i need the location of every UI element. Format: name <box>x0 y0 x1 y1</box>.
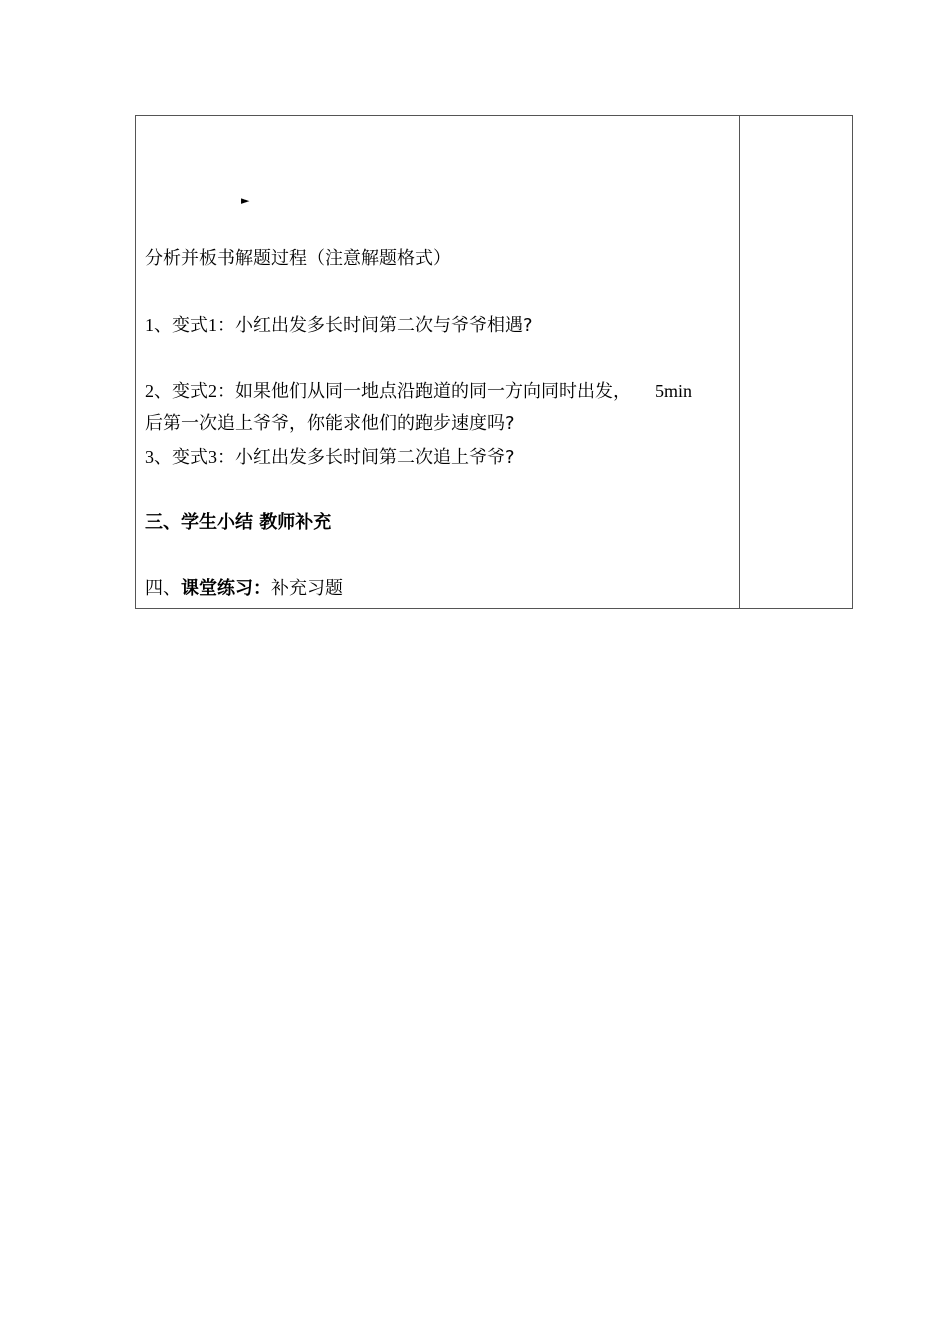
variant-2-number: 2 <box>145 381 154 401</box>
lesson-table <box>135 115 853 609</box>
section-4-text: 补充习题 <box>271 578 343 599</box>
variant-2-value: 5min <box>655 381 693 401</box>
variant-1-colon: ： <box>217 315 235 336</box>
variant-2-continuation: 后第一次追上爷爷，你能求他们的跑步速度吗? <box>145 413 515 434</box>
variant-2-sep: 、 <box>154 381 172 402</box>
variant-2-line <box>145 380 692 403</box>
variant-1-label: 变式 <box>172 315 208 336</box>
variant-3-number: 3 <box>145 447 154 467</box>
column-divider <box>739 116 740 608</box>
bullet-marker: ► <box>241 194 250 207</box>
variant-3-sep: 、 <box>154 447 172 468</box>
variant-1-sep: 、 <box>154 315 172 336</box>
section-4-line <box>145 578 343 600</box>
variant-1-text: 小红出发多长时间第二次与爷爷相遇? <box>235 315 533 336</box>
variant-3-label-num: 3 <box>208 447 217 467</box>
variant-2-label: 变式 <box>172 381 208 402</box>
variant-2-colon: ： <box>217 381 235 402</box>
variant-3-text: 小红出发多长时间第二次追上爷爷? <box>235 447 515 468</box>
variant-2-text: 如果他们从同一地点沿跑道的同一方向同时出发， <box>235 381 631 402</box>
analysis-line: 分析并板书解题过程（注意解题格式） <box>145 248 451 269</box>
variant-3-line <box>145 446 515 469</box>
section-3-heading: 三、学生小结 教师补充 <box>145 512 332 533</box>
variant-1-line <box>145 314 533 337</box>
variant-3-colon: ： <box>217 447 235 468</box>
section-4-prefix: 四、 <box>145 578 181 599</box>
variant-1-label-num: 1 <box>208 315 217 335</box>
section-4-label: 课堂练习： <box>181 578 271 599</box>
variant-2-label-num: 2 <box>208 381 217 401</box>
variant-1-number: 1 <box>145 315 154 335</box>
variant-3-label: 变式 <box>172 447 208 468</box>
